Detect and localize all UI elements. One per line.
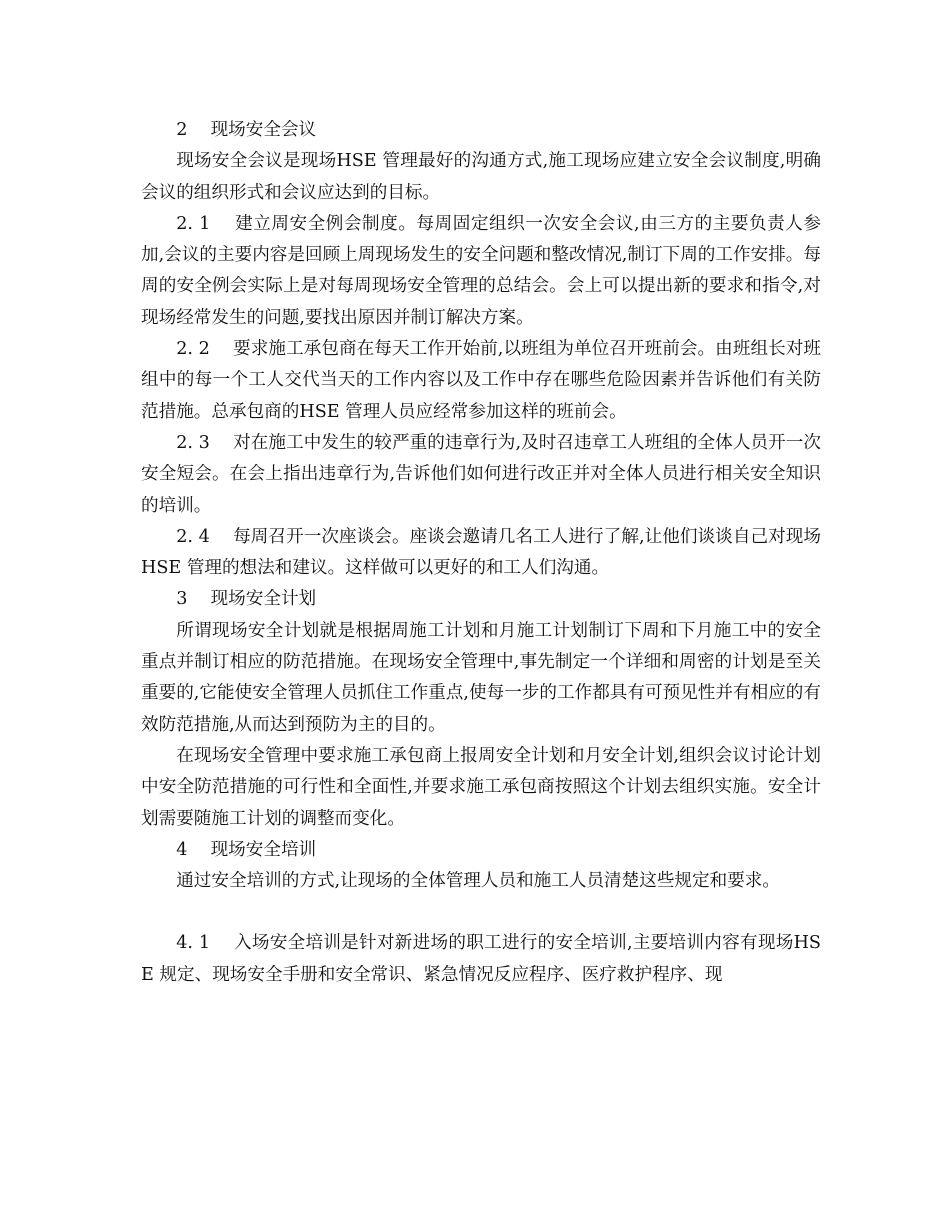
section-heading: 4 现场安全培训 [176, 839, 317, 860]
paragraph: 4. 1 入场安全培训是针对新进场的职工进行的安全培训,主要培训内容有现场HSE 规定、现场安全手册和安全常识、紧急情况反应程序、医疗救护程序、现 [141, 933, 821, 985]
paragraph: 在现场安全管理中要求施工承包商上报周安全计划和月安全计划,组织会议讨论计划中安全防范措施的可行性和全面性,并要求施工承包商按照这个计划去组织实施。安全计划需要随施工计划的调整而变化。 [141, 745, 821, 829]
paragraph: 2. 1 建立周安全例会制度。每周固定组织一次安全会议,由三方的主要负责人参加,会议的主要内容是回顾上周现场发生的安全问题和整改情况,制订下周的工作安排。每周的安全例会实际上是对每周现场安全管理的总结会。会上可以提出新的要求和指令,对现场经常发生的问题,要找出原因并制订解决方案。 [141, 213, 821, 328]
section-heading: 3 现场安全计划 [176, 589, 317, 610]
section-heading: 2 现场安全会议 [176, 120, 317, 140]
paragraph: 2. 2 要求施工承包商在每天工作开始前,以班组为单位召开班前会。由班组长对班组中的每一个工人交代当天的工作内容以及工作中存在哪些危险因素并告诉他们有关防范措施。总承包商的HSE 管理人员应经常参加这样的班前会。 [141, 339, 821, 422]
paragraph: 2. 3 对在施工中发生的较严重的违章行为,及时召违章工人班组的全体人员开一次安全短会。在会上指出违章行为,告诉他们如何进行改正并对全体人员进行相关安全知识的培训。 [141, 432, 821, 516]
paragraph: 现场安全会议是现场HSE 管理最好的沟通方式,施工现场应建立安全会议制度,明确会议的组织形式和会议应达到的目标。 [141, 151, 821, 203]
paragraph-spacer [141, 897, 821, 928]
document-body [141, 115, 821, 991]
paragraph: 通过安全培训的方式,让现场的全体管理人员和施工人员清楚这些规定和要求。 [176, 871, 780, 892]
paragraph: 所谓现场安全计划就是根据周施工计划和月施工计划制订下周和下月施工中的安全重点并制订相应的防范措施。在现场安全管理中,事先制定一个详细和周密的计划是至关重要的,它能使安全管理人员抓住工作重点,使每一步的工作都具有可预见性并有相应的有效防范措施,从而达到预防为主的目的。 [141, 620, 821, 735]
paragraph: 2. 4 每周召开一次座谈会。座谈会邀请几名工人进行了解,让他们谈谈自己对现场HSE 管理的想法和建议。这样做可以更好的和工人们沟通。 [141, 526, 821, 579]
